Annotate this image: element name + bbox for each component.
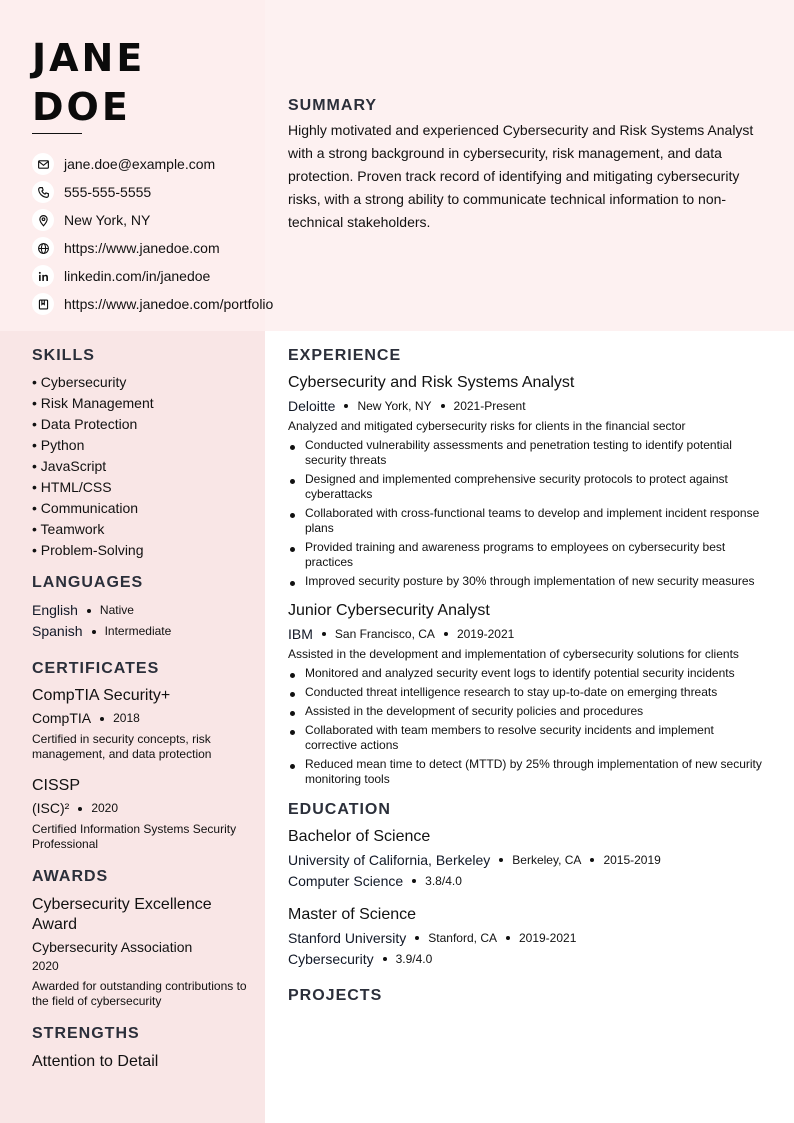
strengths-section	[32, 1025, 247, 1072]
job-title: Junior Cybersecurity Analyst	[288, 602, 490, 619]
languages-heading: LANGUAGES	[32, 574, 144, 591]
separator-dot	[87, 609, 91, 613]
job-bullets	[288, 666, 768, 787]
job-location: New York, NY	[357, 399, 432, 413]
summary-text: Highly motivated and experienced Cybersecurity and Risk Systems Analyst with a strong background in cybersecurity, risk management, and data protection. Proven track record of identifying and mitigating cybersecurity risks, with a strong ability to communicate technical information to non-technical stakeholders.	[288, 122, 754, 230]
award-org: Cybersecurity Association	[32, 939, 193, 955]
language-level: Native	[99, 603, 134, 617]
job-bullet: Designed and implemented comprehensive security protocols to protect against cyberattacks	[288, 472, 768, 502]
job-meta	[288, 624, 768, 644]
job-bullets	[288, 438, 768, 589]
certificate-issuer: (ISC)²	[32, 800, 70, 816]
language-name: Spanish	[32, 623, 83, 639]
education-section	[288, 801, 768, 969]
globe-icon	[32, 237, 54, 259]
summary-heading: SUMMARY	[288, 97, 378, 114]
degree-title: Bachelor of Science	[288, 828, 431, 845]
job-bullet: Assisted in the development of security policies and procedures	[288, 704, 768, 719]
separator-dot	[590, 858, 594, 862]
certificates-heading: CERTIFICATES	[32, 660, 160, 677]
separator-dot	[499, 858, 503, 862]
location-icon	[32, 209, 54, 231]
award-item	[32, 895, 247, 1009]
job-dates: 2021-Present	[453, 399, 526, 413]
separator-dot	[444, 632, 448, 636]
job-company: IBM	[288, 626, 313, 642]
language-row	[32, 600, 247, 621]
job-bullet: Conducted vulnerability assessments and penetration testing to identify potential security threats	[288, 438, 768, 468]
projects-heading: PROJECTS	[288, 987, 383, 1004]
separator-dot	[506, 936, 510, 940]
language-row	[32, 621, 247, 642]
skill-item: • JavaScript	[32, 458, 107, 474]
skills-heading: SKILLS	[32, 347, 95, 364]
last-name: DOE	[32, 85, 131, 129]
award-title: Cybersecurity Excellence Award	[32, 896, 212, 933]
education-item	[288, 905, 768, 969]
contact-location-text: New York, NY	[64, 212, 151, 228]
linkedin-icon	[32, 265, 54, 287]
school-name: Stanford University	[288, 930, 407, 946]
contact-linkedin[interactable]	[32, 262, 332, 290]
school-location: Berkeley, CA	[512, 853, 582, 867]
skill-item: • Communication	[32, 500, 139, 516]
awards-section	[32, 868, 247, 1009]
education-field-row	[288, 871, 768, 891]
education-meta	[288, 850, 768, 870]
certificate-item	[32, 776, 247, 852]
first-name: JANE	[32, 36, 146, 80]
certificate-meta	[32, 799, 247, 818]
language-name: English	[32, 602, 78, 618]
phone-icon	[32, 181, 54, 203]
school-location: Stanford, CA	[428, 931, 497, 945]
job-company: Deloitte	[288, 398, 336, 414]
job-location: San Francisco, CA	[334, 627, 435, 641]
separator-dot	[92, 630, 96, 634]
portfolio-icon	[32, 293, 54, 315]
job-bullet: Provided training and awareness programs to employees on cybersecurity best practices	[288, 540, 768, 570]
contact-email-text: jane.doe@example.com	[64, 156, 216, 172]
experience-section	[288, 347, 768, 787]
job-desc: Analyzed and mitigated cybersecurity risks for clients in the financial sector	[288, 419, 686, 433]
contact-website-text: https://www.janedoe.com	[64, 240, 220, 256]
award-year: 2020	[32, 959, 59, 973]
contact-website[interactable]	[32, 234, 332, 262]
education-dates: 2019-2021	[518, 931, 577, 945]
job-bullet: Conducted threat intelligence research to stay up-to-date on emerging threats	[288, 685, 768, 700]
candidate-name	[32, 34, 252, 132]
job-bullet: Improved security posture by 30% through implementation of new security measures	[288, 574, 768, 589]
skill-item: • Python	[32, 437, 85, 453]
job-bullet: Monitored and analyzed security event logs to identify potential security incidents	[288, 666, 768, 681]
education-meta	[288, 928, 768, 948]
contact-location	[32, 206, 332, 234]
skill-item: • HTML/CSS	[32, 479, 112, 495]
separator-dot	[322, 632, 326, 636]
separator-dot	[441, 404, 445, 408]
gpa: 3.9/4.0	[395, 952, 433, 966]
contact-phone-text: 555-555-5555	[64, 184, 152, 200]
job-dates: 2019-2021	[456, 627, 515, 641]
certificate-year: 2018	[113, 711, 140, 725]
skills-section	[32, 347, 247, 561]
certificate-year: 2020	[91, 801, 119, 815]
gpa: 3.8/4.0	[425, 874, 462, 888]
strength-item: Attention to Detail	[32, 1053, 159, 1070]
job-item	[288, 373, 768, 589]
certificate-desc: Certified in security concepts, risk management, and data protection	[32, 732, 212, 761]
separator-dot	[344, 404, 348, 408]
skill-item: • Data Protection	[32, 416, 138, 432]
education-dates: 2015-2019	[603, 853, 661, 867]
experience-heading: EXPERIENCE	[288, 347, 402, 364]
summary-section	[288, 97, 764, 234]
skill-item: • Problem-Solving	[32, 542, 144, 558]
field-of-study: Computer Science	[288, 873, 404, 889]
sidebar	[32, 347, 247, 1072]
certificate-item	[32, 686, 247, 762]
certificate-title: CISSP	[32, 777, 81, 794]
mail-icon	[32, 153, 54, 175]
strengths-heading: STRENGTHS	[32, 1025, 140, 1042]
job-meta	[288, 396, 768, 416]
languages-section	[32, 574, 247, 642]
certificate-issuer: CompTIA	[32, 710, 92, 726]
field-of-study: Cybersecurity	[288, 951, 374, 967]
certificates-section	[32, 660, 247, 852]
job-bullet: Reduced mean time to detect (MTTD) by 25% through implementation of new security monitoring tools	[288, 757, 768, 787]
job-bullet: Collaborated with cross-functional teams to develop and implement incident response plans	[288, 506, 768, 536]
skills-list	[32, 372, 247, 561]
separator-dot	[78, 807, 82, 811]
contact-list	[32, 150, 332, 318]
education-heading: EDUCATION	[288, 801, 391, 818]
job-title: Cybersecurity and Risk Systems Analyst	[288, 374, 575, 391]
contact-portfolio[interactable]	[32, 290, 332, 318]
education-field-row	[288, 949, 768, 969]
certificate-meta	[32, 709, 247, 728]
skill-item: • Teamwork	[32, 521, 105, 537]
school-name: University of California, Berkeley	[288, 852, 491, 868]
award-desc: Awarded for outstanding contributions to the field of cybersecurity	[32, 979, 247, 1008]
language-level: Intermediate	[104, 624, 172, 638]
name-divider	[32, 133, 82, 134]
job-desc: Assisted in the development and implementation of cybersecurity solutions for clients	[288, 647, 739, 661]
certificate-desc: Certified Information Systems Security Professional	[32, 822, 237, 851]
skill-item: • Cybersecurity	[32, 374, 127, 390]
awards-heading: AWARDS	[32, 868, 109, 885]
education-item	[288, 827, 768, 891]
certificate-title: CompTIA Security+	[32, 687, 171, 704]
separator-dot	[412, 879, 416, 883]
contact-phone[interactable]	[32, 178, 332, 206]
contact-portfolio-text: https://www.janedoe.com/portfolio	[64, 296, 274, 312]
contact-linkedin-text: linkedin.com/in/janedoe	[64, 268, 211, 284]
separator-dot	[383, 957, 387, 961]
separator-dot	[415, 936, 419, 940]
job-bullet: Collaborated with team members to resolve security incidents and implement corrective actions	[288, 723, 768, 753]
contact-email[interactable]	[32, 150, 332, 178]
job-item	[288, 601, 768, 787]
degree-title: Master of Science	[288, 906, 417, 923]
separator-dot	[100, 717, 104, 721]
skill-item: • Risk Management	[32, 395, 154, 411]
projects-section	[288, 987, 768, 1005]
main-content	[288, 347, 768, 1005]
